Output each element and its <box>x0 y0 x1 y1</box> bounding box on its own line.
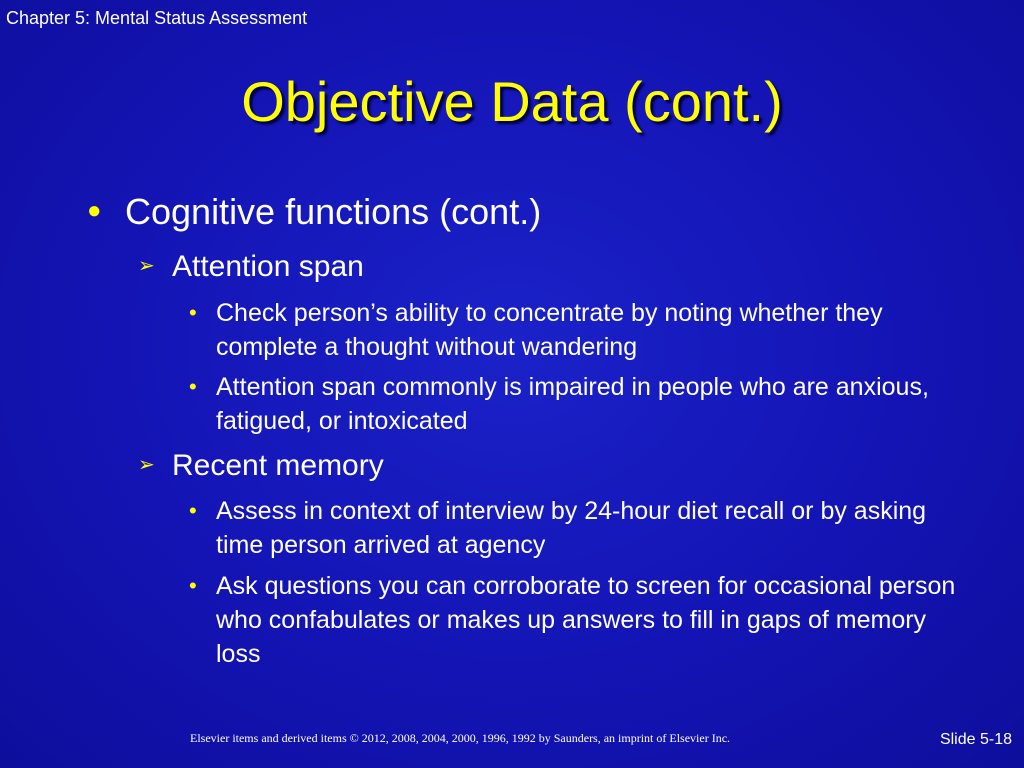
sub-bullet-text: Assess in context of interview by 24-hour diet recall or by asking time person arrived at agency <box>216 497 927 559</box>
slide-number: Slide 5-18 <box>939 731 1012 748</box>
slide-title: Objective Data (cont.) <box>241 70 783 133</box>
dot-bullet-icon: • <box>189 498 197 523</box>
dot-bullet-icon: • <box>189 300 197 325</box>
dot-bullet-icon: • <box>189 374 197 399</box>
level1-text: Cognitive functions (cont.) <box>125 191 542 232</box>
arrow-bullet-icon: ➢ <box>138 255 155 277</box>
sub-bullet-item <box>189 569 959 671</box>
sub-bullet-item <box>189 494 959 562</box>
sub-bullet-item <box>189 296 959 364</box>
arrow-bullet-icon: ➢ <box>138 454 155 476</box>
section-heading-text: Attention span <box>172 250 364 283</box>
sub-bullet-text: Check person’s ability to concentrate by noting whether they complete a thought without wandering <box>216 299 883 361</box>
round-bullet-icon: ● <box>87 197 102 224</box>
dot-bullet-icon: • <box>189 573 197 598</box>
sub-bullet-text: Ask questions you can corroborate to screen for occasional person who confabulates or makes up answers to fill in gaps of memory loss <box>216 572 956 668</box>
copyright-footer: Elsevier items and derived items © 2012, 2008, 2004, 2000, 1996, 1992 by Saunders, an imprint of Elsevier Inc. <box>190 731 731 745</box>
sub-bullet-text: Attention span commonly is impaired in people who are anxious, fatigued, or intoxicated <box>216 373 929 435</box>
section-heading-attention-span <box>138 250 364 283</box>
section-heading-text: Recent memory <box>172 449 384 482</box>
section-heading-recent-memory <box>138 449 384 482</box>
sub-bullet-item <box>189 370 959 438</box>
chapter-header: Chapter 5: Mental Status Assessment <box>6 8 308 28</box>
level1-item <box>87 192 541 232</box>
